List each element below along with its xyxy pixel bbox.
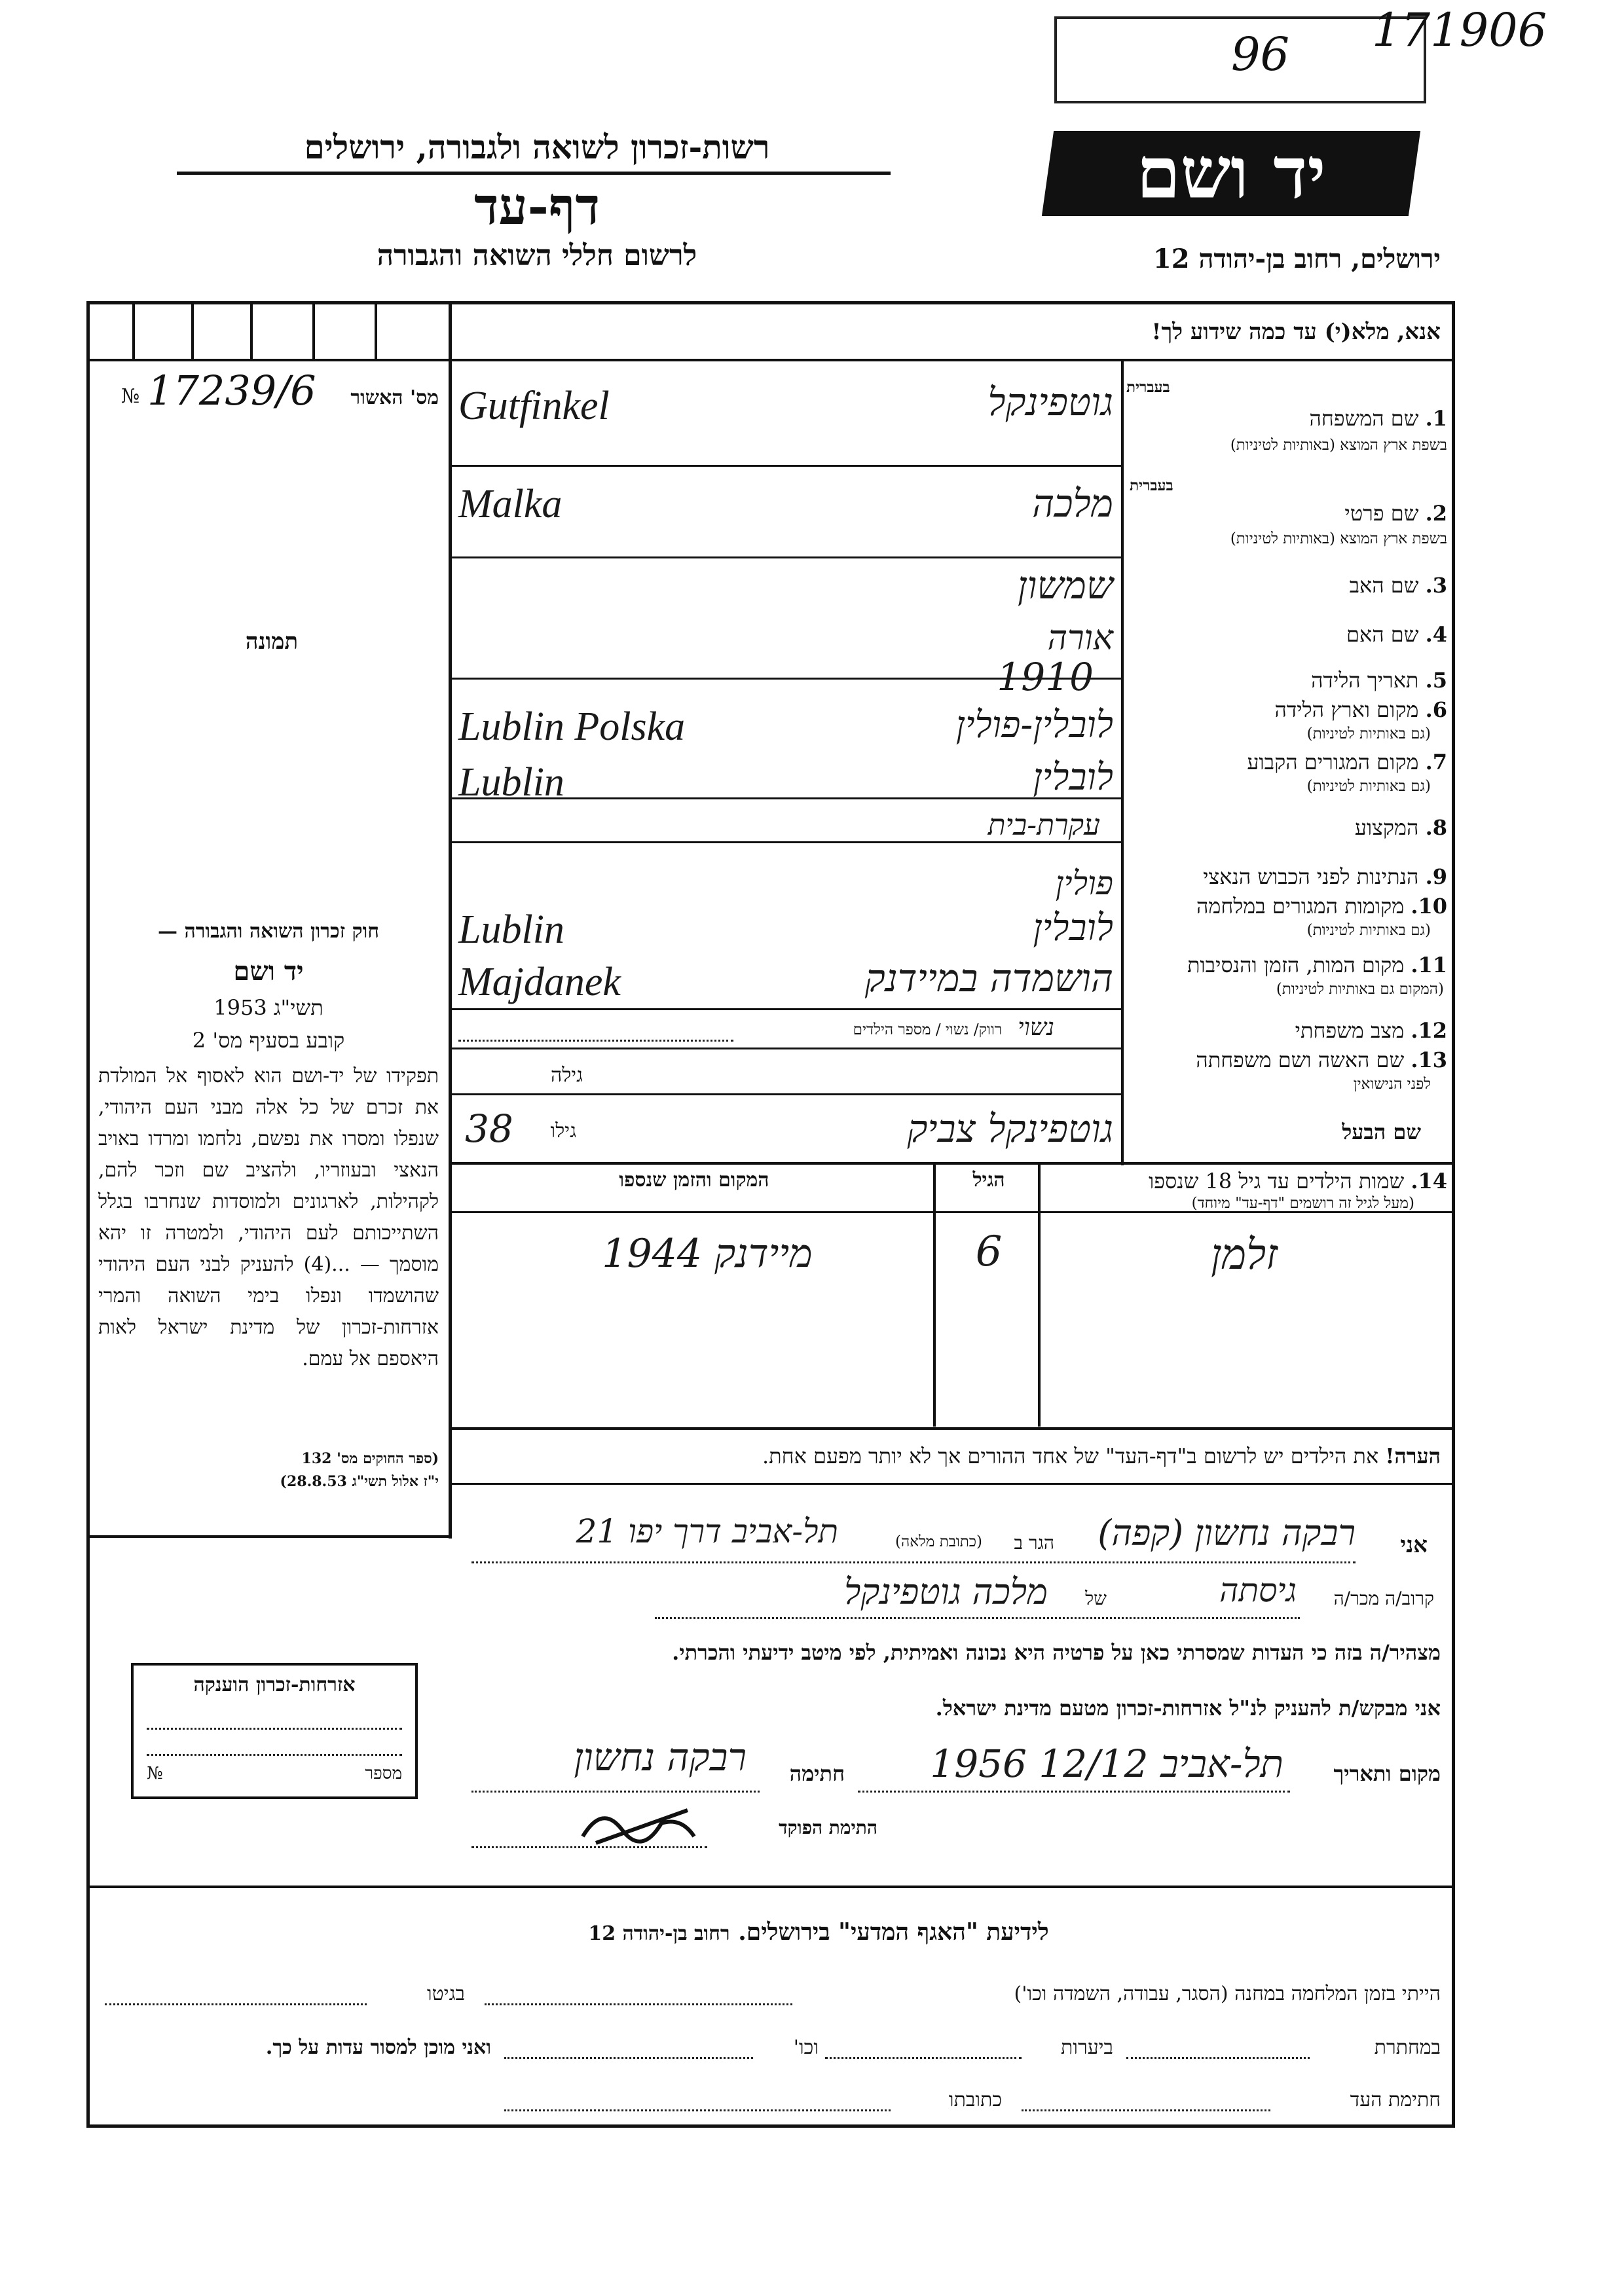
law-date: י"ז אלול תשי"ג 28.8.53) <box>280 1473 439 1490</box>
field-6-latin-value: Lublin Polska <box>458 704 686 749</box>
child-age: 6 <box>975 1228 1003 1276</box>
bottom-line1: הייתי בזמן המלחמה במחנה (הסגר, עבודה, השמדה וכו') <box>1014 1982 1441 2005</box>
bottom-address: רחוב בן-יהודה 12 <box>588 1922 730 1945</box>
instruction-text: אנא, מלא(י) עד כמה שידוע לך! <box>1151 319 1441 345</box>
note-text: את הילדים יש לרשום ב"דף-העד" של אחד ההורים אך לא יותר מפעם אחת. <box>762 1444 1379 1468</box>
form-subtitle: לרשום חללי השואה והגבורה <box>377 239 697 272</box>
field-3-num: 3. <box>1425 573 1447 598</box>
children-age-header: הגיל <box>972 1169 1005 1192</box>
field-6-heb-value: לובלין-פולין <box>955 704 1113 746</box>
place-date-value: תל-אביב 12/12 1956 <box>930 1741 1283 1786</box>
field-9-num: 9. <box>1425 864 1447 889</box>
field-2-label: שם פרטי <box>1344 501 1419 526</box>
approval-no-sign: № <box>121 385 140 408</box>
law-text: תפקידו של יד-ושם הוא לאסוף אל המולדת את זכרם של כל אלה מבני העם היהודי, שנפלו ומסרו את נפשם, נלחמו ומרדו באויב הנאצי ובעוזריו, ולהציב שם וזכר להם, לקהילות, לארגונים ולמוסדות שנחרבו בגלל השתייכותם לעם היהודי, ולמטרה זו יהא מוסמך — ...(4) להעניק לבני העם היהודי שהושמדו ונפלו בימי השואה והמרי אזרחות-זכרון של מדינת ישראל לאות היאספם אל עמם. <box>98 1065 439 1370</box>
children-label: שמות הילדים עד גיל 18 שנספו <box>1149 1169 1405 1194</box>
field-1-heb-tag: בעברית <box>1126 378 1170 396</box>
declarant-address-label: (כתובת מלאה) <box>895 1533 982 1550</box>
child-place: מיידנק 1944 <box>602 1231 813 1277</box>
field-12-value: נשוי <box>1018 1014 1054 1041</box>
bottom-willing: ואני מוכן למסור עדות על כך. <box>265 2036 491 2059</box>
photo-label: תמונה <box>245 629 299 655</box>
field-10-sub: (גם באותיות לטיניות) <box>1306 922 1431 939</box>
certificate-number-label: מספר <box>365 1764 402 1783</box>
field-11-num: 11. <box>1411 953 1447 977</box>
bottom-title <box>458 1918 1179 1946</box>
field-2-latin-value: Malka <box>458 482 563 526</box>
declarant-relation-label: קרוב/ה מכר/ה <box>1333 1588 1434 1609</box>
field-1-latin-value: Gutfinkel <box>458 384 610 428</box>
law-book: (ספר החוקים מס' 132 <box>301 1450 439 1467</box>
law-clause: קובע בסעיף מס' 2 <box>192 1028 345 1053</box>
field-4-label: שם האם <box>1346 622 1419 647</box>
field-10-label: מקומות המגורים במלחמה <box>1196 894 1405 919</box>
certificate-no-sign: № <box>147 1764 163 1783</box>
field-13-num: 13. <box>1411 1048 1447 1072</box>
husband-age-value: 38 <box>465 1106 513 1151</box>
yad-vashem-logo: יד ושם <box>1042 131 1420 216</box>
field-12-label: מצב משפחתי <box>1295 1018 1405 1043</box>
declaration-text: מצהיר/ה בזה כי העדות שמסרתי כאן על פרטיה היא נכונה ואמיתית, לפי מיטב ידיעתי והכרתי. <box>672 1640 1441 1665</box>
field-1-num: 1. <box>1425 406 1447 431</box>
field-10-latin-value: Lublin <box>458 907 564 952</box>
authority-name: רשות-זכרון לשואה ולגבורה, ירושלים <box>304 128 770 166</box>
field-10-heb-value: לובלין <box>1033 907 1113 949</box>
field-12-num: 12. <box>1411 1018 1447 1043</box>
law-title: חוק זכרון השואה והגבורה — <box>158 920 379 943</box>
stamp-code: 96 <box>1231 27 1290 81</box>
field-12-printed-options: רווק/ נשוי / מספר הילדים <box>853 1021 1002 1038</box>
field-1-heb-value: גוטפינקל <box>987 380 1113 424</box>
field-7-sub: (גם באותיות לטיניות) <box>1306 778 1431 795</box>
field-5-num: 5. <box>1425 668 1447 693</box>
field-4-value: אורה <box>1047 619 1113 658</box>
children-sub: (מעל לגיל זה רושמים "דף-עד" מיוחד) <box>1191 1195 1414 1212</box>
husband-age-label: גילו <box>550 1120 576 1142</box>
field-7-latin-value: Lublin <box>458 760 564 805</box>
bottom-underground: במחתרת <box>1374 2036 1441 2059</box>
field-2-heb-value: מלכה <box>1032 481 1113 526</box>
field-7-heb-value: לובלין <box>1033 756 1113 799</box>
field-5-label: תאריך הלידה <box>1311 668 1419 693</box>
field-5-value: 1910 <box>997 655 1094 699</box>
field-2-num: 2. <box>1425 501 1447 526</box>
bottom-etc: וכו' <box>793 2036 819 2059</box>
field-11-label: מקום המות, הזמן והנסיבות <box>1187 953 1405 977</box>
officer-label: התימת הפוקד <box>779 1817 877 1838</box>
form-title: דף-עד <box>474 177 600 236</box>
declarant-ani: אני <box>1400 1532 1428 1558</box>
declarant-signature <box>471 1735 747 1779</box>
field-8-value: עקרת-בית <box>987 809 1100 842</box>
declarant-of: של <box>1085 1588 1107 1609</box>
declarant-address: תל-אביב דרך יפו 21 <box>576 1512 838 1550</box>
law-year-num: 1953 <box>213 995 267 1020</box>
field-6-sub: (גם באותיות לטיניות) <box>1306 725 1431 742</box>
child-name: זלמן <box>1210 1231 1278 1279</box>
request-text: אני מבקש/ת להעניק לנ"ל אזרחות-זכרון מטעם מדינת ישראל. <box>935 1696 1441 1721</box>
bottom-forests: ביערות <box>1060 2036 1113 2059</box>
certificate-title: אזרחות-זכרון הוענקה <box>193 1673 356 1696</box>
field-1-label: שם המשפחה <box>1309 406 1419 431</box>
bottom-address-label: כתובתו <box>948 2088 1002 2111</box>
field-1-sub: בשפת ארץ המוצא (באותיות לטיניות) <box>1230 437 1447 454</box>
field-11-heb-value: הושמדה במיידנק <box>864 956 1113 1000</box>
stamp-number: 171906 <box>1372 3 1547 57</box>
children-num: 14. <box>1411 1169 1447 1194</box>
field-13-sub: לפני הנישואין <box>1353 1076 1431 1093</box>
declarant-resides: הגר ב <box>1014 1532 1054 1554</box>
law-name: יד ושם <box>233 956 304 987</box>
field-4-num: 4. <box>1425 622 1447 647</box>
bottom-title-text: לידיעת "האגף המדעי" בירושלים. <box>738 1918 1049 1946</box>
field-2-heb-tag: בעברית <box>1130 477 1173 494</box>
note-label: הערה! <box>1385 1444 1441 1468</box>
children-place-header: המקום והזמן שנספו <box>619 1169 769 1192</box>
law-year-heb: תשי"ג <box>273 995 323 1020</box>
signature-label: חתימה <box>789 1761 845 1786</box>
field-6-label: מקום וארץ הלידה <box>1274 697 1419 722</box>
approval-label: מס' האשור <box>350 386 439 409</box>
approval-number: 17239/6 <box>147 367 316 414</box>
field-6-num: 6. <box>1425 697 1447 722</box>
field-11-latin-value: Majdanek <box>458 960 621 1004</box>
declarant-relation: גיסתה <box>1219 1571 1297 1609</box>
declarant-name: רבקה נחשון (קפה) <box>1098 1512 1356 1554</box>
field-8-num: 8. <box>1425 815 1447 840</box>
declarant-signature-text: רבקה נחשון <box>574 1735 747 1779</box>
field-13-label: שם האשה ושם משפחתה <box>1196 1048 1405 1072</box>
field-3-label: שם האב <box>1349 573 1419 598</box>
field-3-value: שמשון <box>1017 563 1113 608</box>
field-2-sub: בשפת ארץ המוצא (באותיות לטיניות) <box>1230 530 1447 547</box>
place-date-label: מקום ותאריך <box>1333 1761 1441 1786</box>
husband-label: שם הבעל <box>1342 1120 1421 1144</box>
certificate-box <box>131 1663 418 1799</box>
bottom-ghetto: בגיטו <box>426 1982 465 2005</box>
declarant-of-name: מלכה גוטפינקל <box>844 1571 1048 1613</box>
header-address: ירושלים, רחוב בן-יהודה 12 <box>1153 244 1441 274</box>
field-7-label: מקום המגורים הקבוע <box>1247 750 1419 774</box>
field-7-num: 7. <box>1425 750 1447 774</box>
field-9-label: הנתינות לפני הכבוש הנאצי <box>1203 864 1419 889</box>
field-10-num: 10. <box>1411 894 1447 919</box>
field-11-sub: (המקום גם באותיות לטיניות) <box>1276 981 1444 998</box>
field-13-age-label: גילה <box>550 1064 583 1087</box>
bottom-witness-signature: חתימת העד <box>1350 2088 1441 2111</box>
field-9-value: פולין <box>1055 864 1113 902</box>
husband-value: גוטפינקל צביק <box>907 1106 1113 1151</box>
field-8-label: המקצוע <box>1354 815 1419 840</box>
note-row <box>458 1444 1441 1468</box>
approval-ticks <box>86 301 450 360</box>
law-year <box>98 995 439 1020</box>
